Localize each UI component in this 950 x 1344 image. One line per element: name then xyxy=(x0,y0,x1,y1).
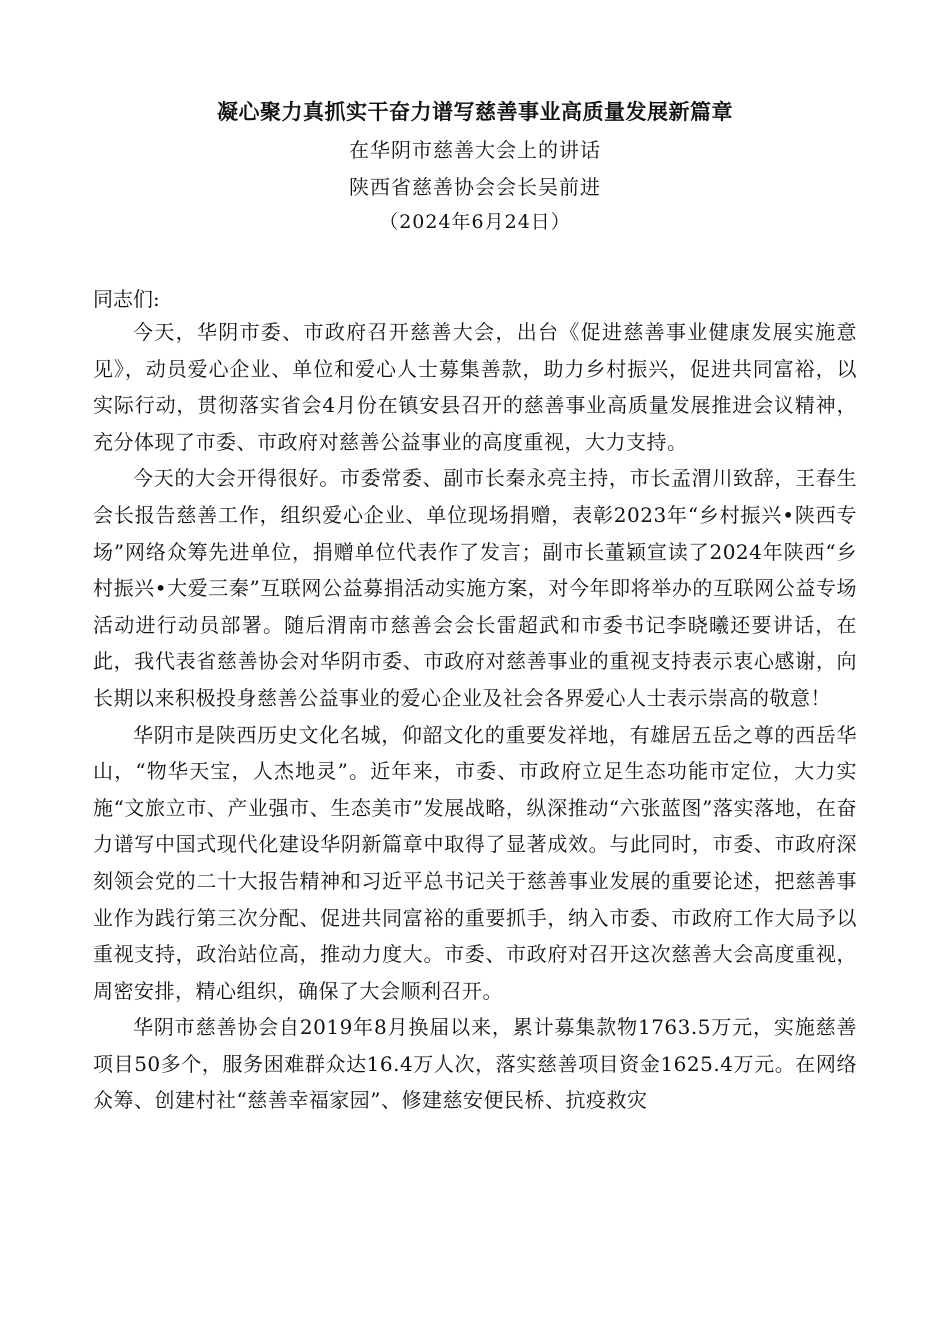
paragraph: 华阴市慈善协会自2019年8月换届以来，累计募集款物1763.5万元，实施慈善项目50多个，服务困难群众达16.4万人次，落实慈善项目资金1625.4万元。在网络众筹、创建村社“慈善幸福家园”、修建慈安便民桥、抗疫救灾 xyxy=(93,1015,857,1113)
speech-subtitle: 在华阴市慈善大会上的讲话 xyxy=(349,138,601,162)
paragraph: 华阴市是陕西历史文化名城，仰韶文化的重要发祥地，有雄居五岳之尊的西岳华山，“物华天宝，人杰地灵”。近年来，市委、市政府立足生态功能市定位，大力实施“文旅立市、产业强市、生态美市”发展战略，纵深推动“六张蓝图”落实落地，在奋力谱写中国式现代化建设华阴新篇章中取得了显著成效。与此同时，市委、市政府深刻领会党的二十大报告精神和习近平总书记关于慈善事业发展的重要论述，把慈善事业作为践行第三次分配、促进共同富裕的重要抓手，纳入市委、市政府工作大局予以重视支持，政治站位高，推动力度大。市委、市政府对召开这次慈善大会高度重视，周密安排，精心组织，确保了大会顺利召开。 xyxy=(93,722,857,1003)
speech-title: 凝心聚力真抓实干奋力谱写慈善事业高质量发展新篇章 xyxy=(217,99,733,124)
greeting: 同志们: xyxy=(93,287,160,311)
speech-body xyxy=(93,314,857,1119)
speech-date: （2024年6月24日） xyxy=(379,211,571,233)
speaker-line: 陕西省慈善协会会长吴前进 xyxy=(349,175,601,199)
paragraph: 今天的大会开得很好。市委常委、副市长秦永亮主持，市长孟渭川致辞，王春生会长报告慈善工作，组织爱心企业、单位现场捐赠，表彰2023年“乡村振兴•陕西专场”网络众筹先进单位，捐赠单位代表作了发言；副市长董颖宣读了2024年陕西“乡村振兴•大爱三秦”互联网公益募捐活动实施方案，对今年即将举办的互联网公益专场活动进行动员部署。随后渭南市慈善会会长雷超武和市委书记李晓曦还要讲话，在此，我代表省慈善协会对华阴市委、市政府对慈善事业的重视支持表示衷心感谢，向长期以来积极投身慈善公益事业的爱心企业及社会各界爱心人士表示崇高的敬意！ xyxy=(93,466,857,710)
paragraph: 今天，华阴市委、市政府召开慈善大会，出台《促进慈善事业健康发展实施意见》，动员爱心企业、单位和爱心人士募集善款，助力乡村振兴，促进共同富裕，以实际行动，贯彻落实省会4月份在镇安县召开的慈善事业高质量发展推进会议精神，充分体现了市委、市政府对慈善公益事业的高度重视，大力支持。 xyxy=(93,320,857,454)
